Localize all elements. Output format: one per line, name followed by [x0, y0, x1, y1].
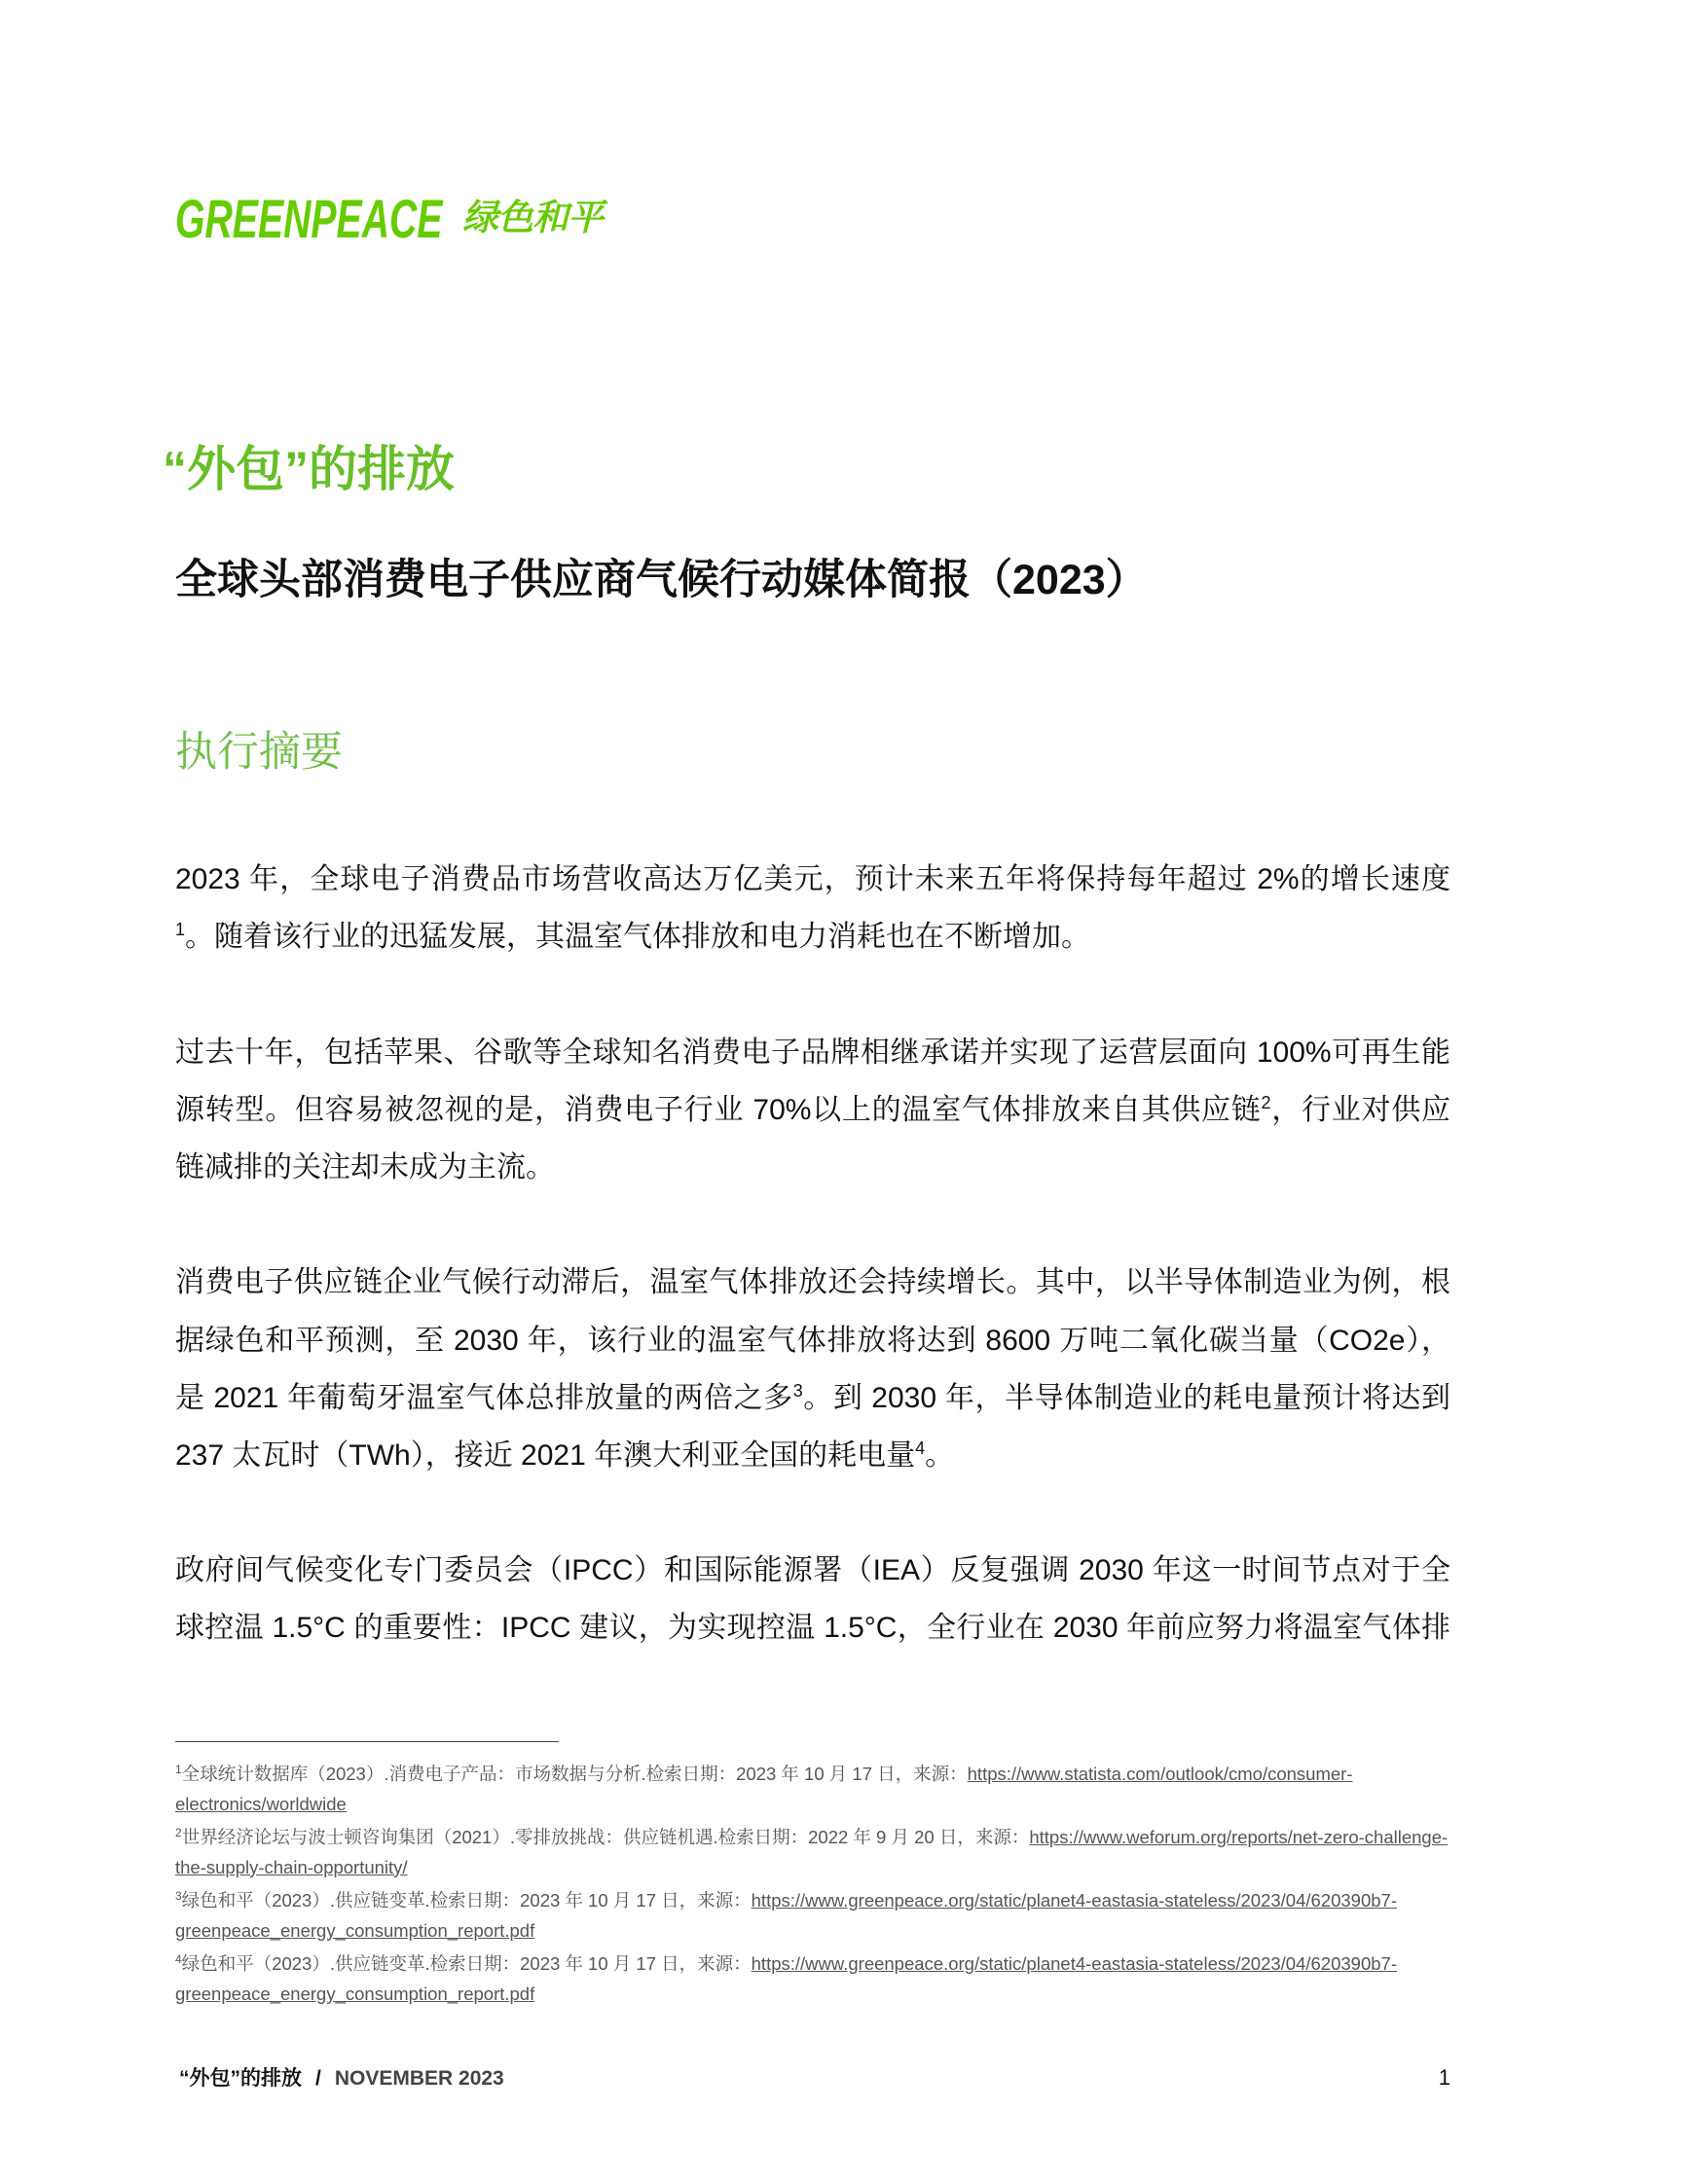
- text-run: 过去十年，包括苹果、谷歌等全球知名消费电子品牌相继承诺并实现了运营层面向 100%可再生能: [175, 1036, 1450, 1069]
- footnote-link[interactable]: https://www.statista.com/outlook/cmo/consumer-: [967, 1764, 1353, 1784]
- page-footer: [179, 2066, 504, 2092]
- section-heading: 执行摘要: [175, 729, 343, 776]
- body-paragraph: [175, 851, 1450, 965]
- footnote-reference: 1: [175, 920, 186, 940]
- paragraph-line: [175, 1542, 1450, 1599]
- footnote-line: [175, 1760, 1448, 1790]
- footnote-reference: 3: [175, 1889, 182, 1903]
- text-run: 。随着该行业的迅猛发展，其温室气体排放和电力消耗也在不断增加。: [185, 921, 1091, 954]
- footnote-reference: 4: [915, 1438, 926, 1458]
- footnote-divider: [175, 1741, 559, 1742]
- footnote-link[interactable]: https://www.greenpeace.org/static/planet4-eastasia-stateless/2023/04/620390b7-: [751, 1953, 1397, 1974]
- text-run: 源转型。但容易被忽视的是，消费电子行业 70%以上的温室气体排放来自其供应链: [175, 1093, 1262, 1126]
- footnote-line: [175, 1886, 1448, 1916]
- text-run: 全球统计数据库（2023）.消费电子产品：市场数据与分析.检索日期：2023 年 10 月 17 日，来源：: [181, 1764, 968, 1784]
- page-number: 1: [1438, 2065, 1450, 2090]
- footnote-line: [175, 1853, 1448, 1883]
- paragraph-line: [175, 1369, 1450, 1427]
- footnote-link[interactable]: the-supply-chain-opportunity/: [175, 1856, 408, 1877]
- body-paragraph: [175, 1024, 1450, 1197]
- text-run: 。到 2030 年，半导体制造业的耗电量预计将达到: [802, 1381, 1450, 1414]
- text-run: 消费电子供应链企业气候行动滞后，温室气体排放还会持续增长。其中，以半导体制造业为例，根: [175, 1266, 1450, 1299]
- text-run: 绿色和平（2023）.供应链变革.检索日期：2023 年 10 月 17 日，来源：: [181, 1953, 752, 1974]
- footnote-line: [175, 1916, 1448, 1947]
- paragraph-line: [175, 908, 1450, 965]
- document-title: “外包”的排放: [163, 442, 455, 496]
- footnote-link[interactable]: electronics/worldwide: [175, 1793, 347, 1814]
- logo-wordmark-chinese: 绿色和平: [462, 198, 603, 237]
- text-run: 是 2021 年葡萄牙温室气体总排放量的两倍之多: [175, 1381, 793, 1414]
- text-run: 政府间气候变化专门委员会（IPCC）和国际能源署（IEA）反复强调 2030 年这一时间节点对于全: [175, 1554, 1450, 1587]
- text-run: 绿色和平（2023）.供应链变革.检索日期：2023 年 10 月 17 日，来源：: [181, 1890, 752, 1911]
- body-paragraph: [175, 1254, 1450, 1484]
- text-run: 世界经济论坛与波士顿咨询集团（2021）.零排放挑战：供应链机遇.检索日期：2022 年 9 月 20 日，来源：: [181, 1827, 1030, 1847]
- paragraph-line: [175, 1312, 1450, 1369]
- text-run: 据绿色和平预测，至 2030 年，该行业的温室气体排放将达到 8600 万吨二氧化碳当量（CO2e），: [175, 1324, 1450, 1357]
- footnote: [175, 1886, 1448, 1946]
- body-paragraph: [175, 1542, 1450, 1656]
- paragraph-line: [175, 851, 1450, 908]
- paragraph-line: [175, 1081, 1450, 1139]
- footnote-reference: 4: [175, 1952, 182, 1966]
- text-run: 237 太瓦时（TWh），接近 2021 年澳大利亚全国的耗电量: [175, 1438, 916, 1472]
- paragraph-line: [175, 1427, 1450, 1484]
- logo-wordmark-latin: GREENPEACE: [175, 188, 443, 249]
- footnote-line: [175, 1823, 1448, 1853]
- text-run: ，行业对供应: [1270, 1093, 1450, 1126]
- footnote: [175, 1760, 1448, 1819]
- paragraph-line: [175, 1139, 1450, 1196]
- footnote-link[interactable]: greenpeace_energy_consumption_report.pdf: [175, 1983, 535, 2004]
- footnote-reference: 2: [1261, 1092, 1271, 1112]
- paragraph-line: [175, 1599, 1450, 1656]
- text-run: 2023 年，全球电子消费品市场营收高达万亿美元，预计未来五年将保持每年超过 2%的增长速度: [175, 863, 1450, 895]
- footnote-link[interactable]: greenpeace_energy_consumption_report.pdf: [175, 1919, 535, 1941]
- text-run: 球控温 1.5°C 的重要性：IPCC 建议，为实现控温 1.5°C，全行业在 2030 年前应努力将温室气体排: [175, 1612, 1450, 1645]
- footnote-link[interactable]: https://www.greenpeace.org/static/planet4-eastasia-stateless/2023/04/620390b7-: [751, 1890, 1397, 1911]
- footer-separator: /: [315, 2067, 321, 2090]
- footnote-reference: 2: [175, 1826, 182, 1839]
- paragraph-line: [175, 1254, 1450, 1311]
- text-run: 。: [925, 1438, 955, 1472]
- footnote-line: [175, 1949, 1448, 1980]
- body-text: [175, 851, 1450, 1715]
- document-subtitle: 全球头部消费电子供应商气候行动媒体简报（2023）: [175, 557, 1148, 603]
- footer-date: NOVEMBER 2023: [334, 2067, 504, 2090]
- footnote-link[interactable]: https://www.weforum.org/reports/net-zero-challenge-: [1029, 1827, 1449, 1847]
- footnote-line: [175, 1790, 1448, 1820]
- text-run: 链减排的关注却未成为主流。: [175, 1150, 555, 1183]
- footnotes: [175, 1760, 1448, 2013]
- footnote: [175, 1949, 1448, 2009]
- footnote-line: [175, 1980, 1448, 2010]
- footer-title: “外包”的排放: [179, 2067, 302, 2090]
- footnote-reference: 3: [792, 1380, 803, 1401]
- footnote: [175, 1823, 1448, 1882]
- paragraph-line: [175, 1024, 1450, 1081]
- footnote-reference: 1: [175, 1763, 182, 1776]
